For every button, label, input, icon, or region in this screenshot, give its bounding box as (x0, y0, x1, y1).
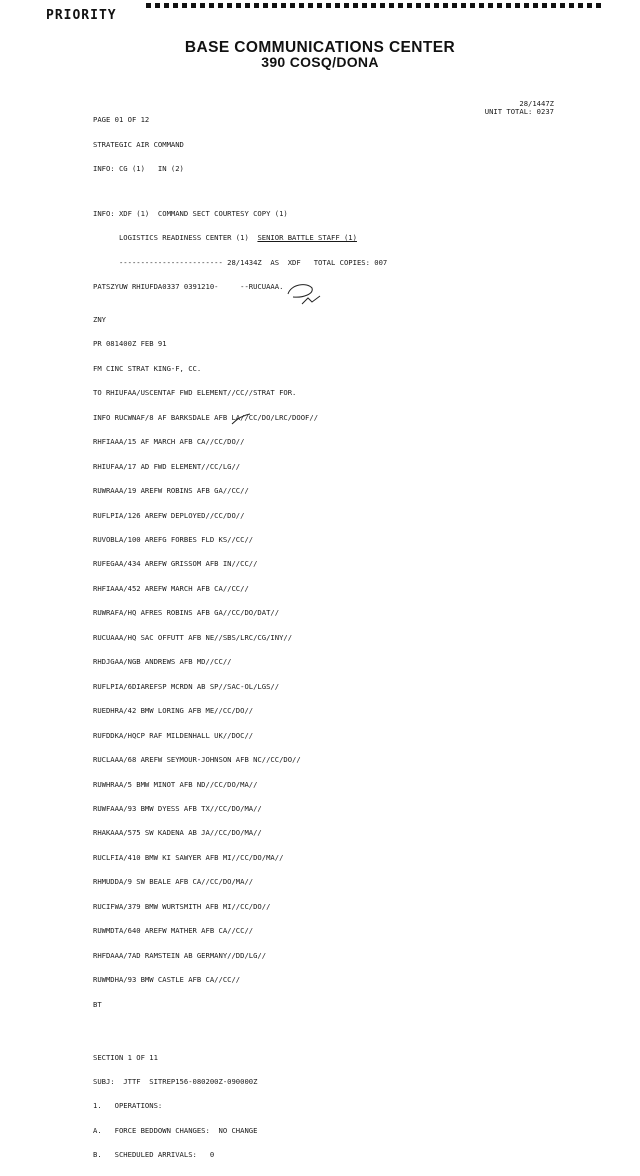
message-line: RUWFAAA/93 BMW DYESS AFB TX//CC/DO/MA// (93, 804, 262, 814)
command-line: STRATEGIC AIR COMMAND (93, 139, 184, 149)
message-line: RHFDAAA/7AD RAMSTEIN AB GERMANY//DD/LG// (93, 950, 267, 960)
dotted-border (146, 3, 604, 8)
message-line: FM CINC STRAT KING-F, CC. (93, 363, 202, 373)
page-subtitle: 390 COSQ/DONA (261, 54, 379, 70)
section-line: 1. OPERATIONS: (93, 1101, 163, 1111)
senior-battle-staff: SENIOR BATTLE STAFF (1) (257, 233, 357, 243)
section-line: SUBJ: JTTF SITREP156-080200Z-090000Z (93, 1077, 258, 1087)
message-line: RUWMDHA/93 BMW CASTLE AFB CA//CC// (93, 975, 241, 985)
message-line: PR 081400Z FEB 91 (93, 339, 167, 349)
message-line: TO RHIUFAA/USCENTAF FWD ELEMENT//CC//STRAT FOR. (93, 388, 297, 398)
message-line: RUCIFWA/379 BMW WURTSMITH AFB MI//CC/DO// (93, 901, 271, 911)
section-line: SECTION 1 OF 11 (93, 1052, 158, 1062)
message-line: RUCLFIA/410 BMW KI SAWYER AFB MI//CC/DO/MA// (93, 852, 284, 862)
message-line: ZNY (93, 314, 106, 324)
message-line: RHIUFAA/17 AD FWD ELEMENT//CC/LG// (93, 461, 241, 471)
page-title: BASE COMMUNICATIONS CENTER (184, 39, 456, 56)
page-line: PAGE 01 OF 12 (93, 115, 150, 125)
unit-total: UNIT TOTAL: 0237 (484, 107, 554, 117)
handwritten-slash-mark (230, 412, 252, 426)
message-line: RUWRAFA/HQ AFRES ROBINS AFB GA//CC/DO/DAT// (93, 608, 280, 618)
routing-line: PATSZYUW RHIUFDA0337 0391210- --RUCUAAA. (93, 282, 284, 292)
section-line: B. SCHEDULED ARRIVALS: 0 (93, 1150, 215, 1160)
message-line: RUFEGAA/434 AREFW GRISSOM AFB IN//CC// (93, 559, 258, 569)
message-line: RUEDHRA/42 BMW LORING AFB ME//CC/DO// (93, 706, 254, 716)
message-line: RUWRAAA/19 AREFW ROBINS AFB GA//CC// (93, 486, 249, 496)
section-line: A. FORCE BEDDOWN CHANGES: NO CHANGE (93, 1125, 258, 1135)
message-line: INFO RUCWNAF/8 AF BARKSDALE AFB LA//CC/DO/LRC/DOOF// (93, 412, 319, 422)
priority-stamp: PRIORITY (46, 8, 117, 23)
message-line: RUCLAAA/68 AREFW SEYMOUR-JOHNSON AFB NC//CC/DO// (93, 755, 301, 765)
message-body (93, 100, 613, 1176)
message-line: RHFIAAA/452 AREFW MARCH AFB CA//CC// (93, 583, 249, 593)
message-line: RUCUAAA/HQ SAC OFFUTT AFB NE//SBS/LRC/CG/INY// (93, 632, 293, 642)
info-block-line: INFO: XDF (1) COMMAND SECT COURTESY COPY (1) (93, 208, 288, 218)
message-line: RUFLPIA/6DIAREFSP MCRDN AB SP//SAC-OL/LGS// (93, 681, 280, 691)
message-line: BT (93, 999, 102, 1009)
message-line: RUFLPIA/126 AREFW DEPLOYED//CC/DO// (93, 510, 245, 520)
message-line: RHMUDDA/9 SW BEALE AFB CA//CC/DO/MA// (93, 877, 254, 887)
message-line: RUVOBLA/100 AREFG FORBES FLD KS//CC// (93, 535, 254, 545)
info-block-line-part: LOGISTICS READINESS CENTER (1) (93, 233, 258, 243)
message-line: RHDJGAA/NGB ANDREWS AFB MD//CC// (93, 657, 232, 667)
message-line: RUWHRAA/5 BMW MINOT AFB ND//CC/DO/MA// (93, 779, 258, 789)
info-block-line: ------------------------ 28/1434Z AS XDF TOTAL COPIES: 007 (93, 257, 388, 267)
message-line: RHFIAAA/15 AF MARCH AFB CA//CC/DO// (93, 437, 245, 447)
message-line: RUWMDTA/640 AREFW MATHER AFB CA//CC// (93, 926, 254, 936)
dtg-right: 28/1447Z (519, 99, 554, 108)
message-line: RHAKAAA/575 SW KADENA AB JA//CC/DO/MA// (93, 828, 262, 838)
info-block-line (93, 234, 613, 242)
message-line: RUFDDKA/HQCP RAF MILDENHALL UK//DOC// (93, 730, 254, 740)
handwritten-check-mark (300, 294, 322, 308)
info-line: INFO: CG (1) IN (2) (93, 164, 184, 174)
